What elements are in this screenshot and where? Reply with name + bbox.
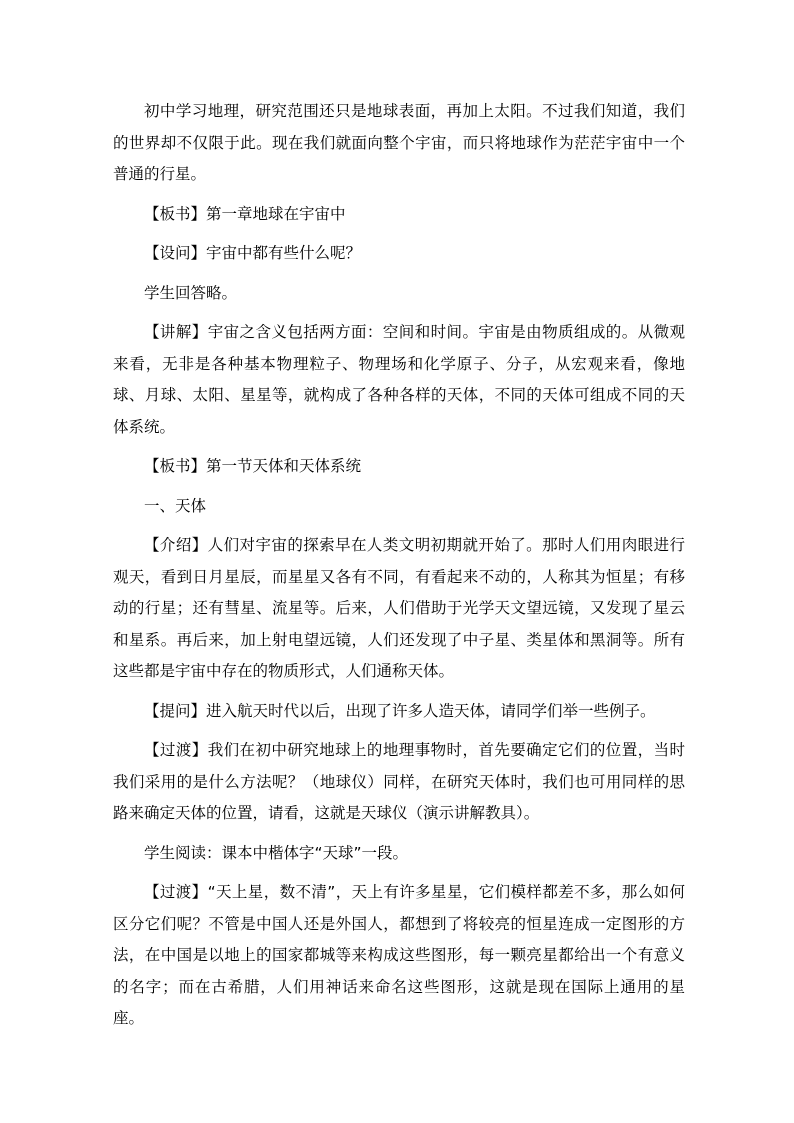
section-heading-celestial-bodies: 一、天体 bbox=[144, 496, 207, 515]
board-note-chapter: 【板书】第一章地球在宇宙中 bbox=[144, 204, 346, 223]
transition-paragraph-2: 【过渡】“天上星，数不清”，天上有许多星星，它们模样都差不多，那么如何区分它们呢？不管是中国人还是外国人，都想到了将较亮的恒星连成一定图形的方法，在中国是以地上的国家都城等来构成这些图形，每一颗亮星都给出一个有意义的名字；而在古希腊，人们用神话来命名这些图形，这就是现在国际上通用的星座。 bbox=[113, 883, 685, 1027]
introduction-paragraph: 【介绍】人们对宇宙的探索早在人类文明初期就开始了。那时人们用肉眼进行观天，看到日月星辰，而星星又各有不同，有看起来不动的，人称其为恒星；有移动的行星；还有彗星、流星等。后来，人们借助于光学天文望远镜，又发现了星云和星系。再后来，加上射电望远镜，人们还发现了中子星、类星体和黑洞等。所有这些都是宇宙中存在的物质形式，人们通称天体。 bbox=[113, 536, 685, 680]
prompt-question-paragraph: 【提问】进入航天时代以后，出现了许多人造天体，请同学们举一些例子。 bbox=[144, 701, 656, 720]
board-note-section: 【板书】第一节天体和天体系统 bbox=[144, 457, 362, 475]
student-answer-paragraph: 学生回答略。 bbox=[144, 283, 238, 302]
explanation-paragraph: 【讲解】宇宙之含义包括两方面：空间和时间。宇宙是由物质组成的。从微观来看，无非是各种基本物理粒子、物理场和化学原子、分子，从宏观来看，像地球、月球、太阳、星星等，就构成了各种各样的天体，不同的天体可组成不同的天体系统。 bbox=[113, 323, 685, 436]
intro-paragraph: 初中学习地理，研究范围还只是地球表面，再加上太阳。不过我们知道，我们的世界却不仅限于此。现在我们就面向整个宇宙，而只将地球作为茫茫宇宙中一个普通的行星。 bbox=[113, 102, 685, 183]
question-paragraph: 【设问】宇宙中都有些什么呢？ bbox=[144, 244, 362, 262]
document-body bbox=[113, 96, 685, 1043]
student-reading-paragraph: 学生阅读：课本中楷体字“天球”一段。 bbox=[144, 843, 409, 862]
transition-paragraph-1: 【过渡】我们在初中研究地球上的地理事物时，首先要确定它们的位置，当时我们采用的是什么方法呢？（地球仪）同样，在研究天体时，我们也可用同样的思路来确定天体的位置，请看，这就是天球仪（演示讲解教具）。 bbox=[113, 741, 685, 822]
